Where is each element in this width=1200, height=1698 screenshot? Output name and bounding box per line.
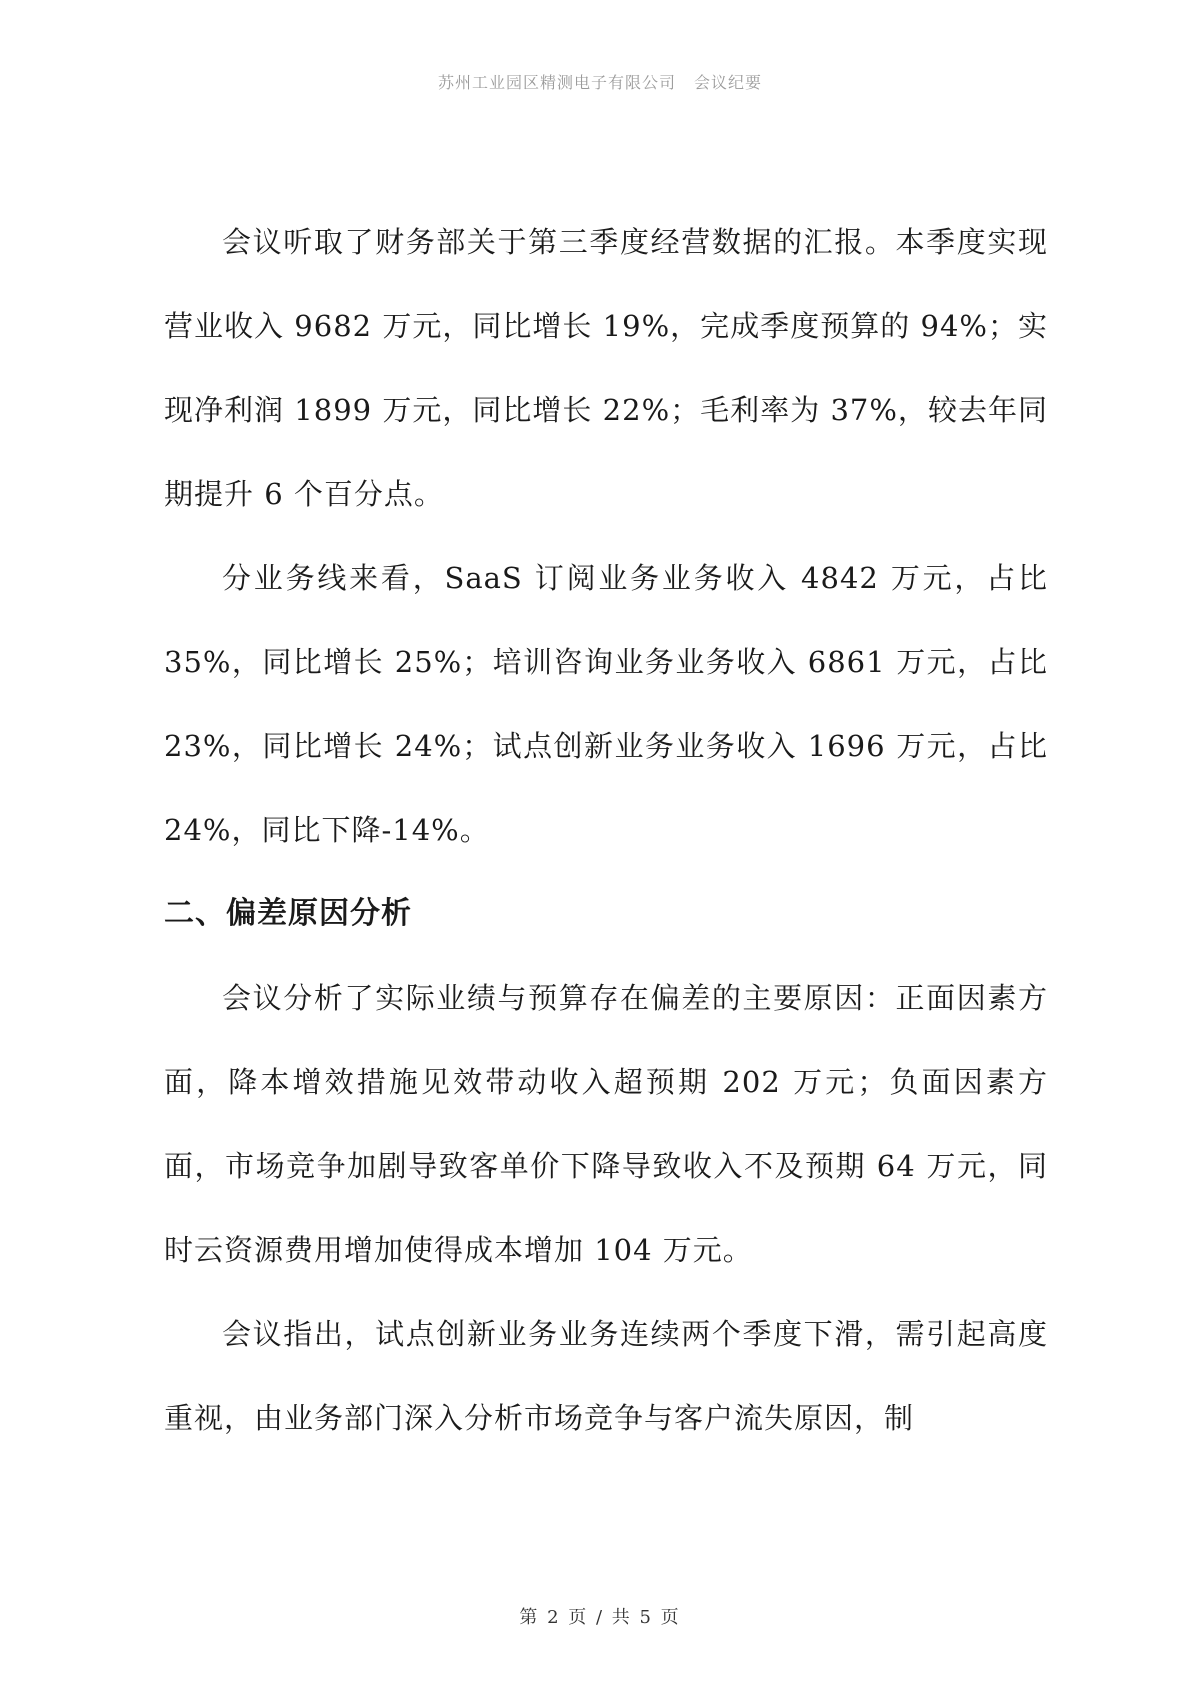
paragraph-q3-summary: 会议听取了财务部关于第三季度经营数据的汇报。本季度实现营业收入 9682 万元，同比增长 19%，完成季度预算的 94%；实现净利润 1899 万元，同比增长 22%；毛利率为 37%，较去年同期提升 6 个百分点。 — [164, 225, 1048, 511]
paragraph-business-lines: 分业务线来看，SaaS 订阅业务业务收入 4842 万元，占比 35%，同比增长 25%；培训咨询业务业务收入 6861 万元，占比 23%，同比增长 24%；试点创新业务业务收入 1696 万元，占比 24%，同比下降-14%。 — [164, 561, 1048, 847]
document-body — [164, 200, 1048, 1460]
header-company: 苏州工业园区精测电子有限公司 — [437, 73, 676, 92]
page-header — [0, 70, 1200, 93]
paragraph-deviation-causes: 会议分析了实际业绩与预算存在偏差的主要原因：正面因素方面，降本增效措施见效带动收入超预期 202 万元；负面因素方面，市场竞争加剧导致客单价下降导致收入不及预期 64 万元，同时云资源费用增加使得成本增加 104 万元。 — [164, 981, 1048, 1267]
page-number: 第 2 页 / 共 5 页 — [519, 1607, 681, 1628]
header-doc-type: 会议纪要 — [694, 73, 763, 92]
section-heading-deviation-analysis: 二、偏差原因分析 — [164, 896, 412, 931]
paragraph-pilot-business-note: 会议指出，试点创新业务业务连续两个季度下滑，需引起高度重视，由业务部门深入分析市场竞争与客户流失原因，制 — [164, 1317, 1048, 1435]
